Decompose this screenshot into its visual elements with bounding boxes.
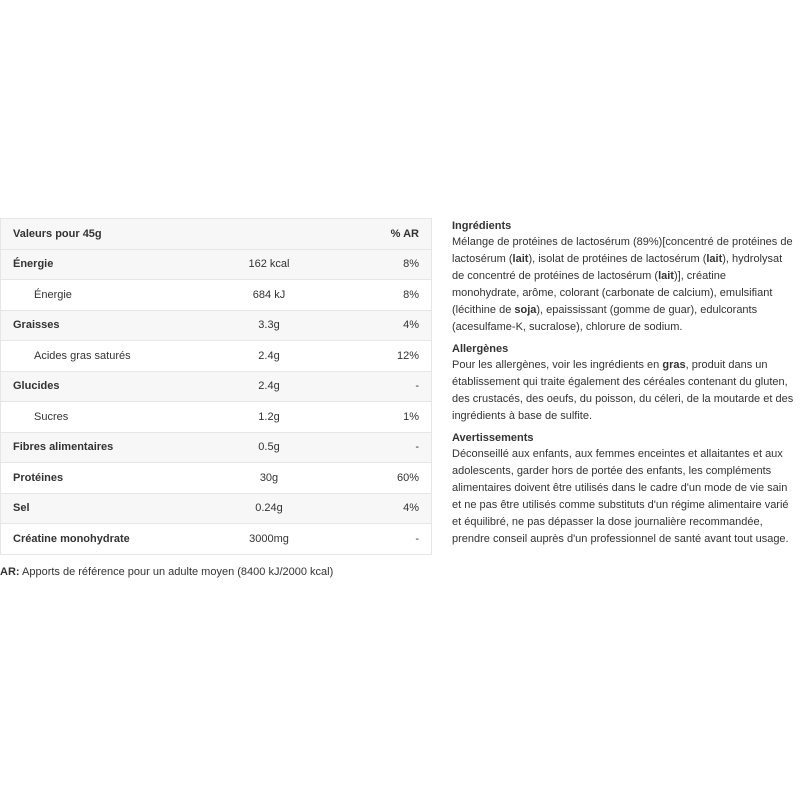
nutrition-body <box>1 249 432 554</box>
text-segment: )], créatine monohydrate, arôme, colorant (carbonate de calcium), emulsifiant (lécithine de <box>452 270 773 316</box>
nutrient-ar: 8% <box>349 280 432 311</box>
nutrition-row <box>1 402 432 433</box>
nutrient-ar: 4% <box>349 493 432 524</box>
nutrient-value: 0.24g <box>189 493 349 524</box>
nutrition-row <box>1 310 432 341</box>
nutrition-row <box>1 463 432 494</box>
text-segment: ), isolat de protéines de lactosérum ( <box>528 253 707 265</box>
nutrition-table <box>0 218 432 555</box>
nutrient-name: Acides gras saturés <box>1 341 190 372</box>
nutrition-row <box>1 341 432 372</box>
text-segment: Pour les allergènes, voir les ingrédients en <box>452 359 663 371</box>
text-segment: ), hydrolysat de concentré de protéines de lactosérum ( <box>452 253 783 282</box>
nutrition-row <box>1 493 432 524</box>
header-values-per: Valeurs pour 45g <box>1 219 190 250</box>
nutrient-value: 3000mg <box>189 524 349 555</box>
nutrient-ar: 1% <box>349 402 432 433</box>
product-info-panel <box>452 219 794 554</box>
warnings-title: Avertissements <box>452 432 534 444</box>
allergens-text <box>452 357 794 425</box>
nutrient-ar: - <box>349 432 432 463</box>
text-segment: Mélange de protéines de lactosérum (89%)[concentré de protéines de lactosérum ( <box>452 236 793 265</box>
bold-text-segment: lait <box>512 253 529 265</box>
header-value <box>189 219 349 250</box>
ingredients-title: Ingrédients <box>452 220 512 232</box>
nutrient-ar: 8% <box>349 249 432 280</box>
nutrient-name: Énergie <box>1 280 190 311</box>
ar-footnote <box>0 566 333 578</box>
nutrient-ar: 12% <box>349 341 432 372</box>
nutrition-row <box>1 371 432 402</box>
bold-text-segment: lait <box>706 253 723 265</box>
bold-text-segment: gras <box>662 359 686 371</box>
nutrient-name: Protéines <box>1 463 190 494</box>
nutrient-name: Sucres <box>1 402 190 433</box>
nutrition-row <box>1 249 432 280</box>
nutrient-name: Sel <box>1 493 190 524</box>
text-segment: , produit dans un établissement qui traite également des céréales contenant du gluten, des crustacés, des oeufs, du poisson, du céleri, de la moutarde et des ingrédients à base de sulfite. <box>452 359 794 422</box>
nutrient-name: Fibres alimentaires <box>1 432 190 463</box>
header-ar: % AR <box>349 219 432 250</box>
text-segment: ), epaississant (gomme de guar), edulcorants (acesulfame-K, sucralose), chlorure de sodium. <box>452 304 758 333</box>
bold-text-segment: soja <box>514 304 537 316</box>
nutrient-ar: - <box>349 371 432 402</box>
nutrient-value: 1.2g <box>189 402 349 433</box>
nutrient-name: Créatine monohydrate <box>1 524 190 555</box>
ar-footnote-label: AR: <box>0 566 20 578</box>
nutrient-ar: 60% <box>349 463 432 494</box>
nutrition-row <box>1 524 432 555</box>
ingredients-text <box>452 234 794 336</box>
nutrient-value: 162 kcal <box>189 249 349 280</box>
allergens-title: Allergènes <box>452 343 509 355</box>
nutrient-value: 2.4g <box>189 371 349 402</box>
nutrient-name: Énergie <box>1 249 190 280</box>
nutrition-table-container <box>0 218 432 555</box>
nutrition-header-row <box>1 219 432 250</box>
nutrient-value: 684 kJ <box>189 280 349 311</box>
nutrient-ar: - <box>349 524 432 555</box>
nutrient-ar: 4% <box>349 310 432 341</box>
nutrient-value: 0.5g <box>189 432 349 463</box>
nutrient-value: 2.4g <box>189 341 349 372</box>
nutrition-row <box>1 432 432 463</box>
nutrient-value: 30g <box>189 463 349 494</box>
ar-footnote-text: Apports de référence pour un adulte moyen (8400 kJ/2000 kcal) <box>19 566 334 578</box>
bold-text-segment: lait <box>658 270 674 282</box>
nutrient-value: 3.3g <box>189 310 349 341</box>
nutrient-name: Graisses <box>1 310 190 341</box>
nutrient-name: Glucides <box>1 371 190 402</box>
nutrition-row <box>1 280 432 311</box>
warnings-text: Déconseillé aux enfants, aux femmes enceintes et allaitantes et aux adolescents, garder hors de portée des enfants, les compléments alimentaires doivent être utilisés dans le cadre d'un mode de vie sain et ne pas être utilisés comme substituts d'un régime alimentaire varié et équilibré, ne pas dépasser la dose journalière recommandée, prendre conseil auprès d'un professionnel de santé avant tout usage. <box>452 448 789 545</box>
